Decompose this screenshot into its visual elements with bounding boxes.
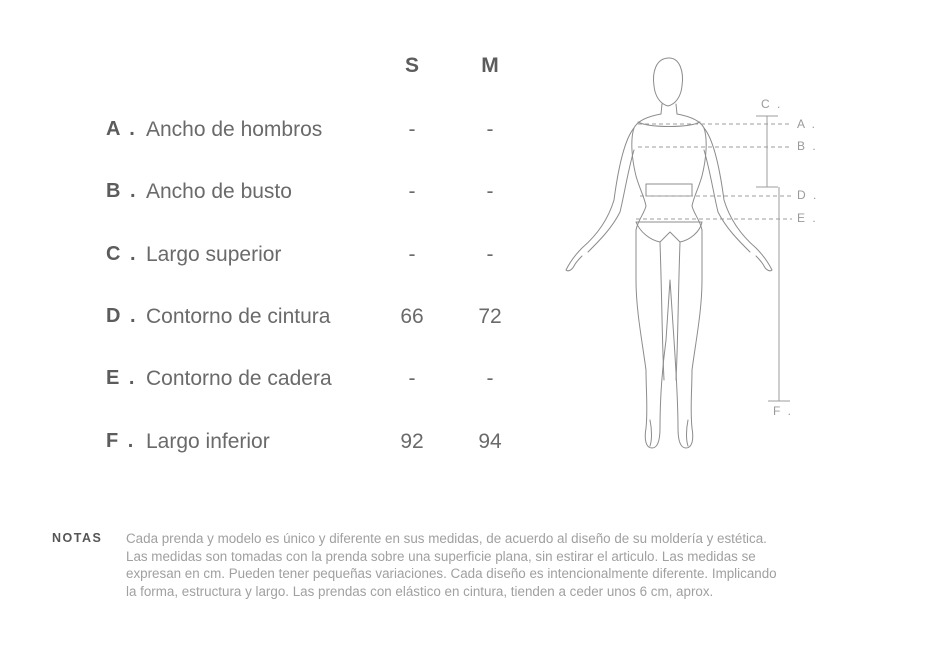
notes-text xyxy=(126,530,886,600)
notes-line: la forma, estructura y largo. Las prendas con elástico en cintura, tienden a ceder unos 6 cm, aprox. xyxy=(126,583,714,599)
value-s: - xyxy=(408,367,416,390)
row-letter: F . xyxy=(106,430,136,452)
mannequin-figure xyxy=(566,58,772,448)
value-s: 92 xyxy=(400,430,424,453)
measure-row-a xyxy=(0,118,560,158)
value-m: - xyxy=(486,118,494,141)
measure-row-e xyxy=(0,367,560,407)
measure-row-c xyxy=(0,243,560,283)
row-letter: B . xyxy=(106,180,138,202)
value-s: - xyxy=(408,180,416,203)
value-s: - xyxy=(408,243,416,266)
row-letter: D . xyxy=(106,305,138,327)
label-e: E . xyxy=(797,211,818,225)
label-f: F . xyxy=(773,404,793,418)
mannequin-head xyxy=(654,58,683,106)
row-label: Largo inferior xyxy=(146,430,270,453)
body-measurement-diagram xyxy=(555,50,825,460)
label-c: C . xyxy=(761,97,783,111)
value-s: 66 xyxy=(400,305,424,328)
label-b: B . xyxy=(797,139,818,153)
notes-title: NOTAS xyxy=(52,531,103,545)
row-letter: A . xyxy=(106,118,137,140)
row-label: Contorno de cintura xyxy=(146,305,331,328)
size-header-m: M xyxy=(481,54,499,77)
value-s: - xyxy=(408,118,416,141)
mannequin-right-arm xyxy=(704,128,772,271)
value-m: 94 xyxy=(478,430,502,453)
garment-bottom xyxy=(636,222,702,242)
size-header-s: S xyxy=(404,54,419,77)
mannequin-legs xyxy=(650,242,688,446)
measure-row-d xyxy=(0,305,560,345)
row-label: Contorno de cadera xyxy=(146,367,332,390)
row-label: Ancho de hombros xyxy=(146,118,323,141)
mannequin-left-arm xyxy=(566,128,634,271)
value-m: 72 xyxy=(478,305,502,328)
mannequin-torso xyxy=(632,114,706,448)
row-label: Ancho de busto xyxy=(146,180,292,203)
garment-top xyxy=(638,122,700,196)
notes-line: Las medidas son tomadas con la prenda sobre una superficie plana, sin estirar el articulo. Las medidas se xyxy=(126,548,756,564)
value-m: - xyxy=(486,367,494,390)
value-m: - xyxy=(486,243,494,266)
row-label: Largo superior xyxy=(146,243,282,266)
label-a: A . xyxy=(797,117,818,131)
notes-line: Cada prenda y modelo es único y diferente en sus medidas, de acuerdo al diseño de su moldería y estética. xyxy=(126,531,767,546)
notes-line: expresan en cm. Pueden tener pequeñas variaciones. Cada diseño es intencionalmente diferente. Implicando xyxy=(126,566,777,581)
label-d: D . xyxy=(797,188,819,202)
row-letter: C . xyxy=(106,243,138,265)
measure-row-b xyxy=(0,180,560,220)
value-m: - xyxy=(486,180,494,203)
measure-row-f xyxy=(0,430,560,470)
row-letter: E . xyxy=(106,367,137,389)
measurement-lines xyxy=(636,116,792,401)
